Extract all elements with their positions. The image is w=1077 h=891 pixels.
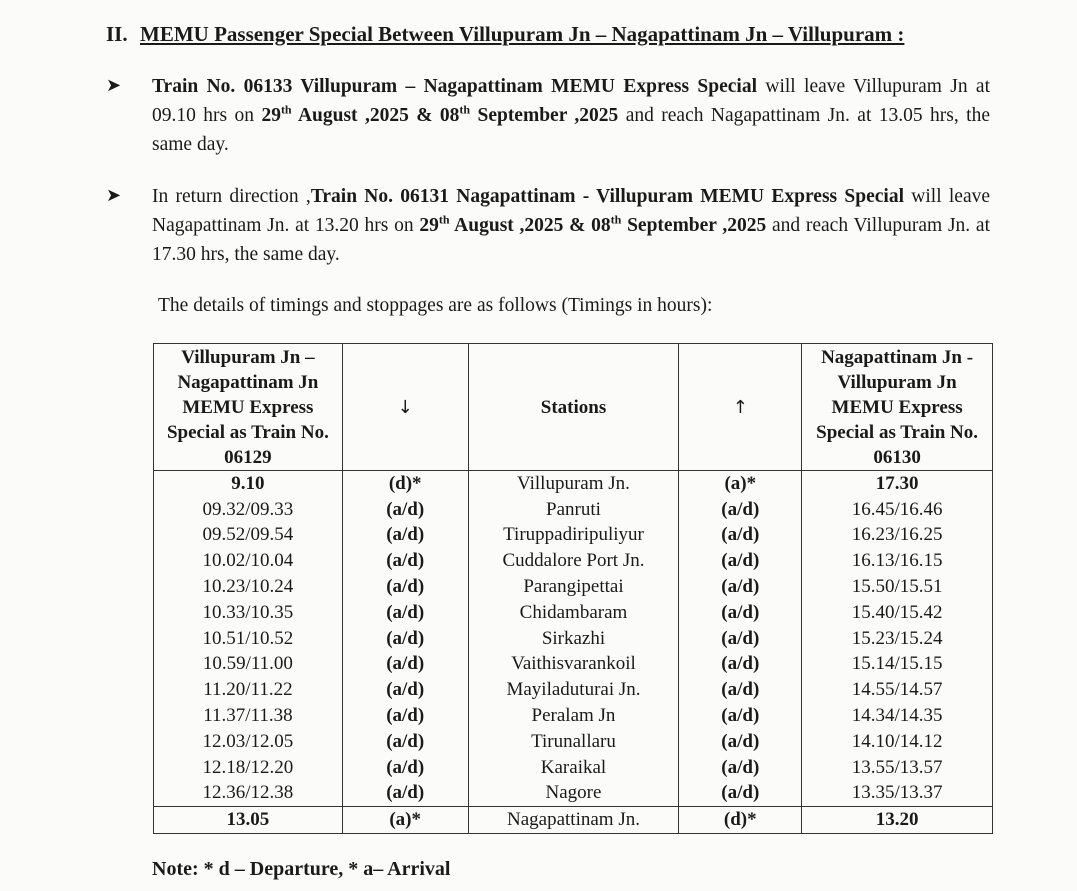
cell-down-code: (a/d) xyxy=(342,523,468,549)
table-row xyxy=(154,600,993,626)
cell-up-time: 16.13/16.15 xyxy=(802,548,993,574)
cell-up-code: (a)* xyxy=(679,471,802,497)
table-row xyxy=(154,781,993,807)
cell-up-time: 14.34/14.35 xyxy=(802,703,993,729)
cell-up-code: (a/d) xyxy=(679,729,802,755)
cell-station: Panruti xyxy=(468,497,679,523)
header-up-train: Nagapattinam Jn - Villupuram Jn MEMU Express Special as Train No. 06130 xyxy=(802,344,993,471)
section-number: II. xyxy=(106,22,128,46)
cell-up-time: 16.23/16.25 xyxy=(802,523,993,549)
cell-up-time: 13.20 xyxy=(802,807,993,834)
paragraph-down-train xyxy=(152,72,990,159)
cell-station: Karaikal xyxy=(468,755,679,781)
timetable-body xyxy=(154,471,993,834)
up-intro-text: In return direction , xyxy=(152,186,311,207)
timetable xyxy=(153,343,993,834)
table-row xyxy=(154,497,993,523)
cell-station: Villupuram Jn. xyxy=(468,471,679,497)
section-title: MEMU Passenger Special Between Villupuram Jn – Nagapattinam Jn – Villupuram : xyxy=(140,22,905,46)
table-row xyxy=(154,729,993,755)
cell-down-time: 10.51/10.52 xyxy=(154,626,343,652)
down-arrow-icon: ↓ xyxy=(342,344,468,471)
cell-up-code: (a/d) xyxy=(679,548,802,574)
table-row xyxy=(154,574,993,600)
cell-down-time: 11.20/11.22 xyxy=(154,677,343,703)
cell-down-code: (a/d) xyxy=(342,626,468,652)
table-row xyxy=(154,703,993,729)
cell-station: Peralam Jn xyxy=(468,703,679,729)
cell-down-time: 9.10 xyxy=(154,471,343,497)
table-row xyxy=(154,523,993,549)
down-dates: 29th August ,2025 & 08th September ,2025 xyxy=(261,102,619,126)
cell-up-time: 13.55/13.57 xyxy=(802,755,993,781)
up-leave-text: will leave Nagapattinam Jn. at 13.20 hrs on xyxy=(152,186,991,236)
cell-station: Cuddalore Port Jn. xyxy=(468,548,679,574)
up-arrow-icon: ↑ xyxy=(679,344,802,471)
up-train-name: Train No. 06131 Nagapattinam - Villupuram MEMU Express Special xyxy=(310,186,904,207)
cell-station: Tiruppadiripuliyur xyxy=(468,523,679,549)
cell-up-code: (a/d) xyxy=(679,703,802,729)
cell-down-code: (a/d) xyxy=(342,703,468,729)
cell-down-code: (a)* xyxy=(342,807,468,834)
cell-down-time: 11.37/11.38 xyxy=(154,703,343,729)
cell-up-code: (a/d) xyxy=(679,652,802,678)
down-reach-text: and reach Nagapattinam Jn. at 13.05 hrs, the same day. xyxy=(152,105,990,155)
header-stations: Stations xyxy=(468,344,679,471)
bullet-arrow-icon: ➤ xyxy=(106,75,122,95)
details-text: The details of timings and stoppages are as follows (Timings in hours): xyxy=(158,295,713,316)
cell-up-code: (a/d) xyxy=(679,755,802,781)
cell-down-time: 12.03/12.05 xyxy=(154,729,343,755)
cell-down-code: (a/d) xyxy=(342,677,468,703)
cell-station: Sirkazhi xyxy=(468,626,679,652)
cell-down-time: 10.23/10.24 xyxy=(154,574,343,600)
table-row xyxy=(154,626,993,652)
table-row xyxy=(154,807,993,834)
cell-up-code: (d)* xyxy=(679,807,802,834)
cell-down-code: (a/d) xyxy=(342,652,468,678)
cell-down-time: 13.05 xyxy=(154,807,343,834)
cell-down-time: 09.32/09.33 xyxy=(154,497,343,523)
table-row xyxy=(154,548,993,574)
cell-up-code: (a/d) xyxy=(679,523,802,549)
cell-up-time: 16.45/16.46 xyxy=(802,497,993,523)
table-row xyxy=(154,677,993,703)
cell-down-time: 10.33/10.35 xyxy=(154,600,343,626)
cell-up-time: 17.30 xyxy=(802,471,993,497)
table-header-row xyxy=(154,344,993,471)
cell-up-time: 14.55/14.57 xyxy=(802,677,993,703)
cell-up-code: (a/d) xyxy=(679,781,802,807)
cell-down-time: 09.52/09.54 xyxy=(154,523,343,549)
table-row xyxy=(154,755,993,781)
cell-down-time: 10.59/11.00 xyxy=(154,652,343,678)
cell-station: Nagapattinam Jn. xyxy=(468,807,679,834)
cell-station: Parangipettai xyxy=(468,574,679,600)
cell-station: Nagore xyxy=(468,781,679,807)
up-dates: 29th August ,2025 & 08th September ,2025 xyxy=(419,212,767,236)
table-row xyxy=(154,652,993,678)
cell-station: Tirunallaru xyxy=(468,729,679,755)
cell-down-code: (a/d) xyxy=(342,574,468,600)
down-train-name: Train No. 06133 Villupuram – Nagapattinam MEMU Express Special xyxy=(152,76,758,97)
header-down-train: Villupuram Jn – Nagapattinam Jn MEMU Express Special as Train No. 06129 xyxy=(154,344,343,471)
cell-up-time: 13.35/13.37 xyxy=(802,781,993,807)
cell-down-code: (a/d) xyxy=(342,755,468,781)
table-row xyxy=(154,471,993,497)
paragraph-up-train xyxy=(152,182,990,269)
section-heading xyxy=(106,22,904,47)
cell-up-time: 15.14/15.15 xyxy=(802,652,993,678)
cell-station: Mayiladuturai Jn. xyxy=(468,677,679,703)
cell-down-code: (a/d) xyxy=(342,729,468,755)
cell-up-code: (a/d) xyxy=(679,626,802,652)
cell-up-time: 15.50/15.51 xyxy=(802,574,993,600)
cell-down-code: (d)* xyxy=(342,471,468,497)
cell-station: Chidambaram xyxy=(468,600,679,626)
cell-up-code: (a/d) xyxy=(679,600,802,626)
cell-up-code: (a/d) xyxy=(679,497,802,523)
cell-down-code: (a/d) xyxy=(342,600,468,626)
cell-down-code: (a/d) xyxy=(342,781,468,807)
bullet-arrow-icon: ➤ xyxy=(106,185,122,205)
cell-station: Vaithisvarankoil xyxy=(468,652,679,678)
cell-up-code: (a/d) xyxy=(679,677,802,703)
cell-up-time: 15.40/15.42 xyxy=(802,600,993,626)
up-reach-text: and reach Villupuram Jn. at 17.30 hrs, the same day. xyxy=(152,215,990,265)
cell-down-time: 12.18/12.20 xyxy=(154,755,343,781)
down-leave-text: will leave Villupuram Jn at 09.10 hrs on xyxy=(152,76,990,126)
cell-up-time: 15.23/15.24 xyxy=(802,626,993,652)
cell-down-time: 10.02/10.04 xyxy=(154,548,343,574)
cell-down-time: 12.36/12.38 xyxy=(154,781,343,807)
cell-down-code: (a/d) xyxy=(342,548,468,574)
cell-up-time: 14.10/14.12 xyxy=(802,729,993,755)
note: Note: * d – Departure, * a– Arrival xyxy=(152,858,451,880)
cell-up-code: (a/d) xyxy=(679,574,802,600)
cell-down-code: (a/d) xyxy=(342,497,468,523)
